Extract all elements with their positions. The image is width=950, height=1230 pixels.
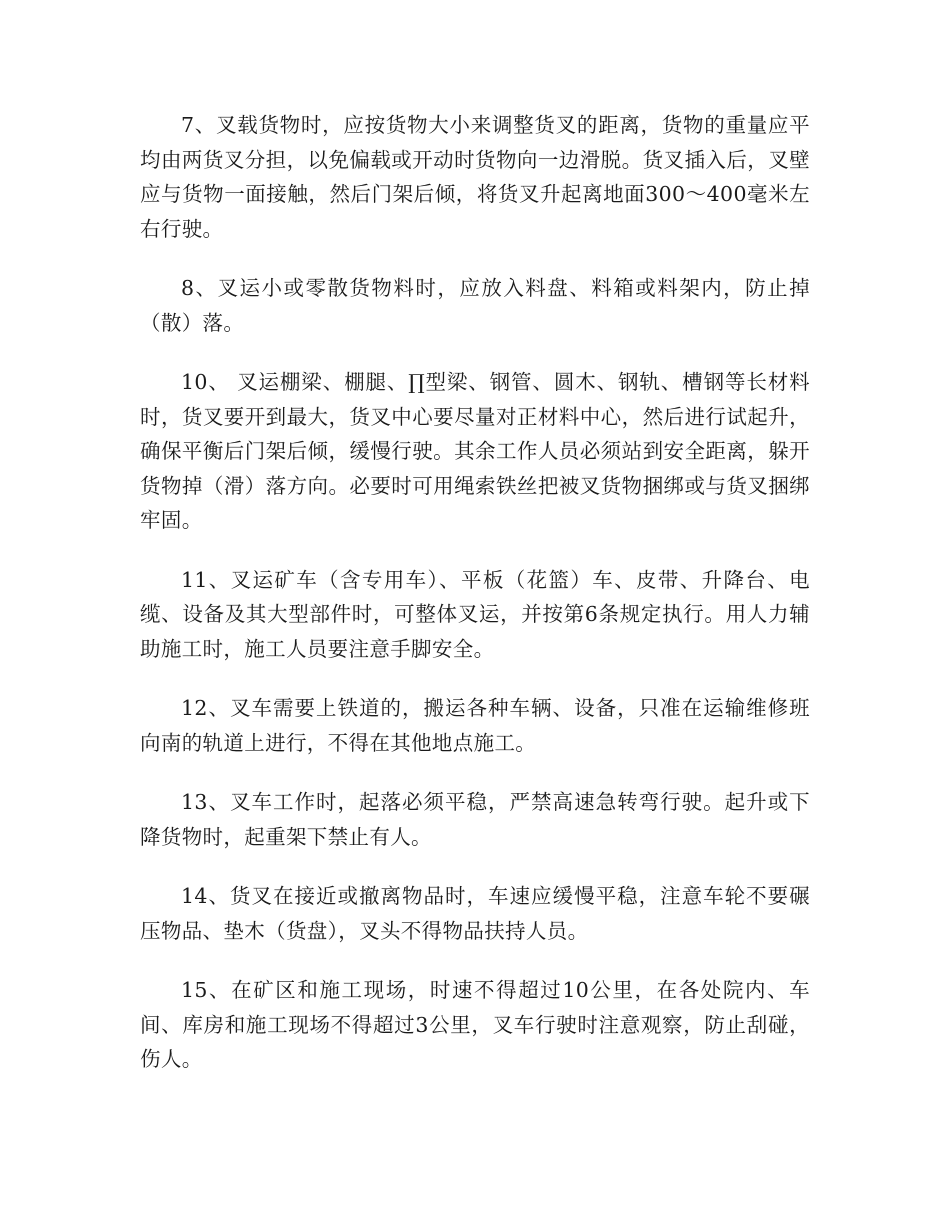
paragraph-item-8: 8、叉运小或零散货物料时，应放入料盘、料箱或料架内，防止掉（散）落。 <box>140 276 810 335</box>
paragraph-item-11: 11、叉运矿车（含专用车）、平板（花篮）车、皮带、升降台、电缆、设备及其大型部件时，可整体叉运，并按第6条规定执行。用人力辅助施工时，施工人员要注意手脚安全。 <box>140 567 810 661</box>
paragraph-item-13: 13、叉车工作时，起落必须平稳，严禁高速急转弯行驶。起升或下降货物时，起重架下禁止有人。 <box>140 790 810 849</box>
document-body <box>140 108 810 1102</box>
paragraph-item-7: 7、叉载货物时，应按货物大小来调整货叉的距离，货物的重量应平均由两货叉分担，以免偏载或开动时货物向一边滑脱。货叉插入后，叉壁应与货物一面接触，然后门架后倾，将货叉升起离地面300～400毫米左右行驶。 <box>140 113 810 241</box>
paragraph-item-15: 15、在矿区和施工现场，时速不得超过10公里，在各处院内、车间、库房和施工现场不得超过3公里，叉车行驶时注意观察，防止刮碰，伤人。 <box>140 978 810 1071</box>
paragraph-item-12: 12、叉车需要上铁道的，搬运各种车辆、设备，只准在运输维修班向南的轨道上进行，不得在其他地点施工。 <box>140 696 810 755</box>
paragraph-item-14: 14、货叉在接近或撤离物品时，车速应缓慢平稳，注意车轮不要碾压物品、垫木（货盘），叉头不得物品扶持人员。 <box>140 884 810 943</box>
paragraph-item-10: 10、 叉运棚梁、棚腿、∏型梁、钢管、圆木、钢轨、槽钢等长材料时，货叉要开到最大，货叉中心要尽量对正材料中心，然后进行试起升，确保平衡后门架后倾，缓慢行驶。其余工作人员必须站到安全距离，躲开货物掉（滑）落方向。必要时可用绳索铁丝把被叉货物捆绑或与货叉捆绑牢固。 <box>140 370 810 532</box>
